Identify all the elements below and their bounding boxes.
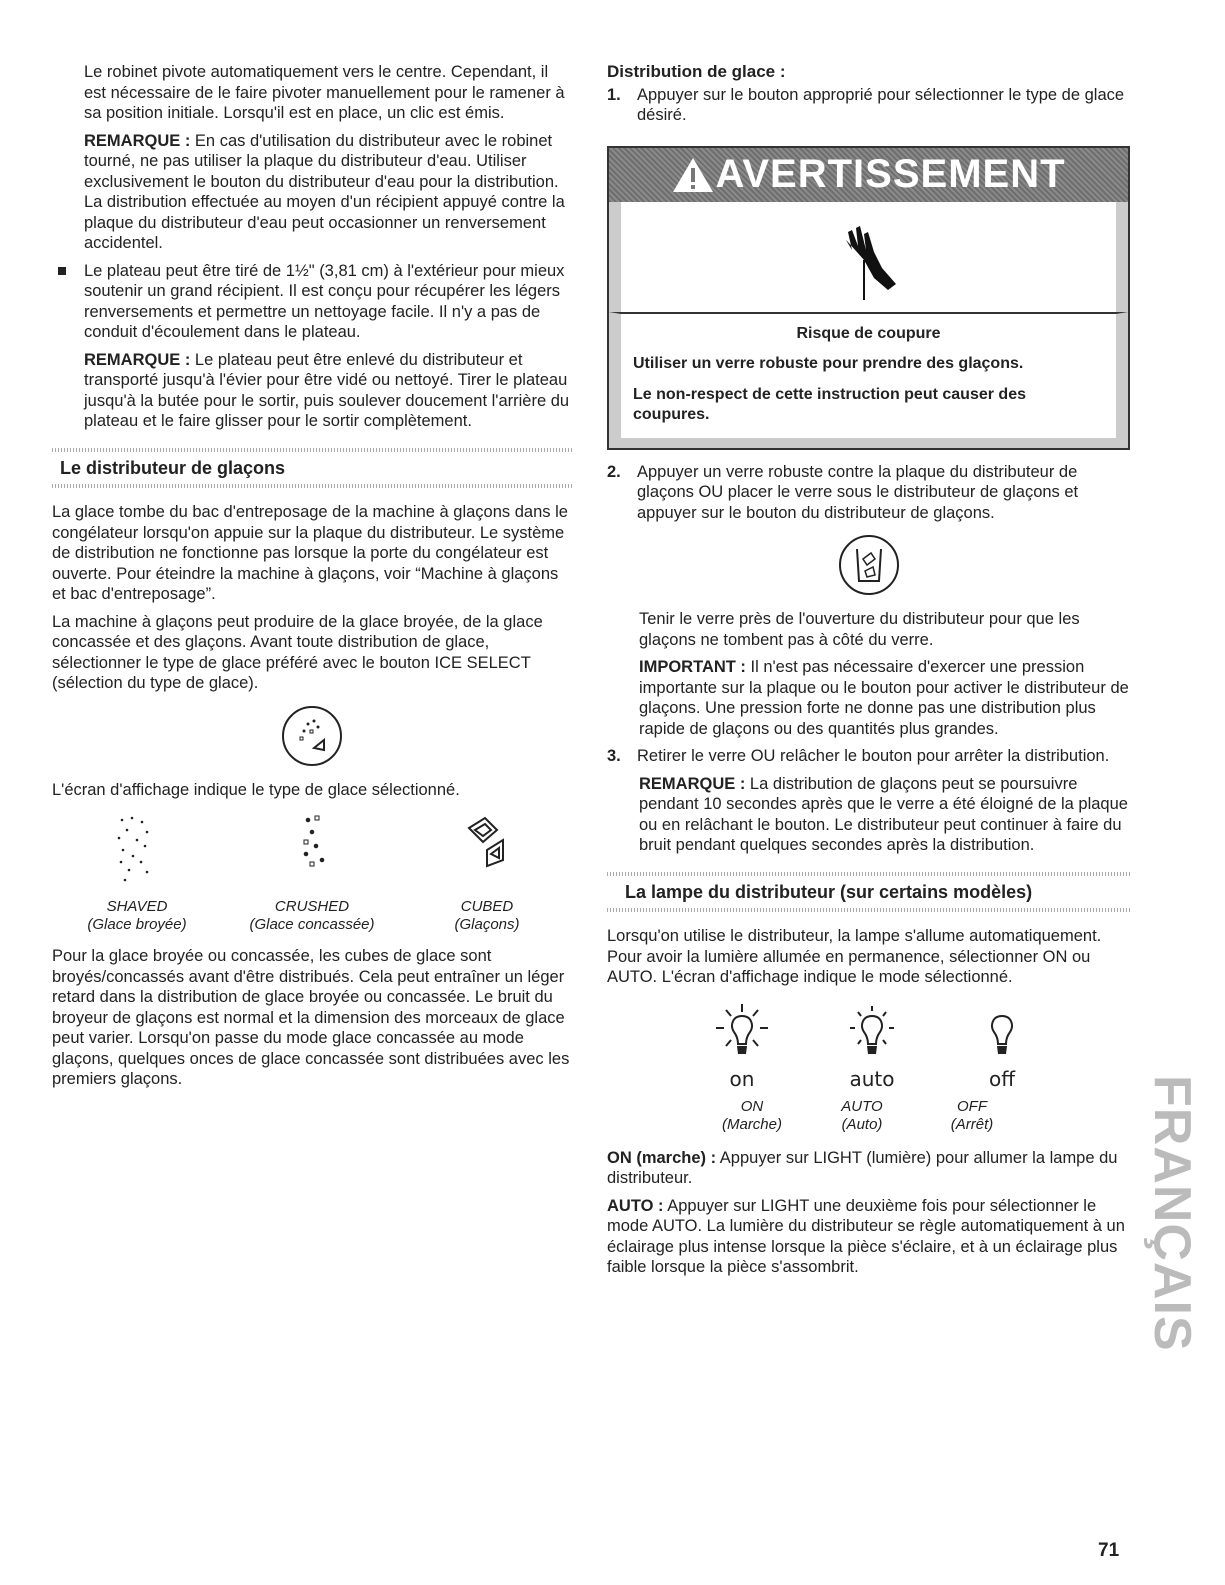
lamp-display-word: off: [988, 1067, 1015, 1091]
lamp-paragraph: Lorsqu'on utilise le distributeur, la lampe s'allume automatiquement. Pour avoir la lumière allumée en permanence, sélectionner ON ou AUTO. L'écran d'affichage indique le mode sélectionné.: [607, 927, 1102, 986]
lamp-captions: [607, 1098, 1130, 1134]
faucet-note: [84, 131, 572, 254]
auto-mode-text: Appuyer sur LIGHT une deuxième fois pour sélectionner le mode AUTO. La lumière du distributeur se règle automatiquement à un éclairage plus intense lorsque la pièce s'éclaire, et à un éclairage plus faible lorsque la pièce s'assombrit.: [607, 1196, 1125, 1276]
step-text: Appuyer un verre robuste contre la plaque du distributeur de glaçons OU placer le verre sous le distributeur de glaçons et appuyer sur le bouton du distributeur de glaçons.: [637, 462, 1079, 522]
auto-mode-label: AUTO :: [607, 1196, 664, 1215]
warning-header: [609, 148, 1128, 202]
note-text: La distribution de glaçons peut se poursuivre pendant 10 secondes après que le verre a été éloigné de la plaque ou en relâchant le bouton. Le distributeur peut continuer à faire du bruit pendant quelques secondes après la distribution.: [639, 774, 1128, 854]
bulb-icon: [972, 1002, 1032, 1062]
step-2-detail: Tenir le verre près de l'ouverture du distributeur pour que les glaçons ne tombent pas à côté du verre.: [639, 610, 1080, 649]
lamp-mode-name: AUTO: [841, 1097, 883, 1115]
auto-mode-paragraph: [607, 1196, 1130, 1278]
ice-type-shaved: [52, 810, 222, 934]
note-label: REMARQUE :: [84, 350, 191, 369]
ice-dispenser-section-header: [52, 448, 572, 489]
lamp-mode-french: (Arrêt): [950, 1115, 994, 1133]
lamp-mode-name: OFF: [957, 1097, 987, 1115]
lamp-mode-off: [937, 1002, 1067, 1090]
note-text: Le plateau peut être enlevé du distributeur et transporté jusqu'à l'évier pour être vidé ou nettoyé. Tirer le plateau jusqu'à la butée pour le sortir, puis soulever doucement l'arrière du plateau et le faire glisser pour le sortir complètement.: [84, 350, 570, 430]
cut-hand-hazard-icon: [834, 212, 904, 302]
step-3: [607, 746, 1130, 767]
section-title: Le distributeur de glaçons: [60, 457, 286, 478]
warning-title: AVERTISSEMENT: [715, 152, 1066, 197]
on-mode-text: Appuyer sur LIGHT (lumière) pour allumer la lampe du distributeur.: [607, 1148, 1118, 1187]
right-column: [607, 62, 1130, 1285]
step-2: [607, 462, 1130, 524]
ice-select-button-icon: [52, 704, 572, 768]
ice-type-french: (Glaçons): [454, 916, 520, 933]
step-text: Appuyer sur le bouton approprié pour sélectionner le type de glace désiré.: [637, 85, 1125, 124]
warning-body: [609, 312, 1128, 448]
ice-type-name: CUBED: [460, 898, 514, 915]
lamp-mode-on: [677, 1002, 807, 1090]
step-text: Retirer le verre OU relâcher le bouton pour arrêter la distribution.: [637, 747, 1110, 765]
ice-type-paragraph: La machine à glaçons peut produire de la glace broyée, de la glace concassée et des glaçons. Avant toute distribution de glace, sélectionner le type de glace préféré avec le bouton ICE SELECT (sélection du type de glace).: [52, 612, 543, 692]
step-3-note: [639, 774, 1130, 856]
crushed-ice-icon: [282, 810, 342, 890]
ice-type-name: SHAVED: [106, 898, 168, 915]
ice-cube-icon: [457, 810, 517, 890]
step-number: 3.: [607, 747, 621, 765]
shaved-ice-icon: [107, 810, 167, 890]
important-note: [639, 657, 1130, 739]
lamp-caption-off: [917, 1098, 1027, 1134]
on-mode-label: ON (marche) :: [607, 1148, 717, 1167]
ice-type-name: CRUSHED: [274, 898, 350, 915]
warning-box: [607, 146, 1130, 450]
lamp-section-header: [607, 872, 1130, 913]
language-side-tab: [1143, 1075, 1210, 1352]
display-paragraph: L'écran d'affichage indique le type de glace sélectionné.: [52, 780, 460, 799]
step-number: 2.: [607, 462, 621, 481]
lamp-modes-row: [607, 1002, 1130, 1090]
dotted-rule: [607, 908, 1130, 912]
page-number: 71: [1098, 1540, 1120, 1561]
note-text: En cas d'utilisation du distributeur avec le robinet tourné, ne pas utiliser la plaque du distributeur d'eau. Utiliser exclusivement le bouton du distributeur d'eau pour la distribution. La distribution effectuée au moyen d'un récipient appuyé contre la plaque du distributeur d'eau peut occasionner un renversement accidentel.: [84, 131, 565, 252]
tray-bullet: [52, 261, 572, 343]
lamp-mode-name: ON: [740, 1097, 764, 1115]
note-label: REMARQUE :: [84, 131, 191, 150]
lamp-display-word: auto: [849, 1067, 895, 1091]
important-text: Il n'est pas nécessaire d'exercer une pression importante sur la plaque ou le bouton pour activer le distributeur de glaçons. Une pression forte ne donne pas une distribution plus rapide de glaçons ou des quantités plus grandes.: [639, 658, 1129, 738]
language-tab-label: FRANÇAIS: [1143, 1075, 1201, 1352]
note-label: REMARQUE :: [639, 774, 746, 793]
crushing-paragraph: Pour la glace broyée ou concassée, les cubes de glace sont broyés/concassés avant d'être distribués. Cela peut entraîner un léger retard dans la distribution de glace broyée ou concassée. Le bruit du broyeur de glaçons est normal et la dimension des morceaux de glace peut varier. Lorsqu'on passe du mode glace concassée au mode glaçons, quelques onces de glace concassée sont distribuées avec les premiers glaçons.: [52, 947, 570, 1088]
ice-dispenser-button-icon: [607, 533, 1130, 597]
warning-risk: Risque de coupure: [796, 324, 941, 342]
ice-type-french: (Glace concassée): [249, 916, 375, 933]
lamp-caption-auto: [807, 1098, 917, 1134]
lamp-mode-auto: [807, 1002, 937, 1090]
lamp-caption-on: [697, 1098, 807, 1134]
ice-type-crushed: [227, 810, 397, 934]
left-column: [52, 62, 572, 1097]
warning-line-2: Le non-respect de cette instruction peut causer des coupures.: [633, 385, 1026, 423]
faucet-paragraph: Le robinet pivote automatiquement vers le centre. Cependant, il est nécessaire de le faire pivoter manuellement pour le ramener à sa position initiale. Lorsqu'il est en place, un clic est émis.: [84, 63, 565, 122]
step-1: [607, 85, 1130, 126]
tray-note: [84, 350, 572, 432]
bulb-rays-icon: [842, 1002, 902, 1062]
step-number: 1.: [607, 85, 621, 104]
bulb-rays-icon: [712, 1002, 772, 1062]
bullet-square-icon: [58, 267, 66, 275]
ice-types-row: [52, 810, 572, 934]
on-mode-paragraph: [607, 1148, 1130, 1189]
warning-triangle-icon: [671, 156, 715, 194]
tray-bullet-text: Le plateau peut être tiré de 1½" (3,81 cm) à l'extérieur pour mieux soutenir un grand récipient. Il est conçu pour récupérer les légers renversements et permettre un nettoyage facile. Il n'y a pas de conduit d'écoulement dans le plateau.: [84, 261, 565, 341]
important-label: IMPORTANT :: [639, 658, 746, 676]
lamp-display-word: on: [729, 1067, 755, 1091]
warning-icon-row: [609, 202, 1128, 312]
section-title: La lampe du distributeur (sur certains modèles): [625, 881, 1033, 902]
lamp-mode-french: (Auto): [841, 1115, 883, 1133]
warning-line-1: Utiliser un verre robuste pour prendre des glaçons.: [633, 355, 1024, 372]
ice-dispensing-heading: Distribution de glace :: [607, 62, 786, 81]
dotted-rule: [52, 484, 572, 488]
ice-dispenser-paragraph: La glace tombe du bac d'entreposage de la machine à glaçons dans le congélateur lorsqu'on appuie sur la plaque du distributeur. Le système de distribution ne fonctionne pas lorsque la porte du congélateur est ouverte. Pour éteindre la machine à glaçons, voir “Machine à glaçons et bac d'entreposage”.: [52, 503, 568, 603]
lamp-mode-french: (Marche): [721, 1115, 782, 1133]
ice-type-cubed: [402, 810, 572, 934]
ice-type-french: (Glace broyée): [87, 916, 187, 933]
